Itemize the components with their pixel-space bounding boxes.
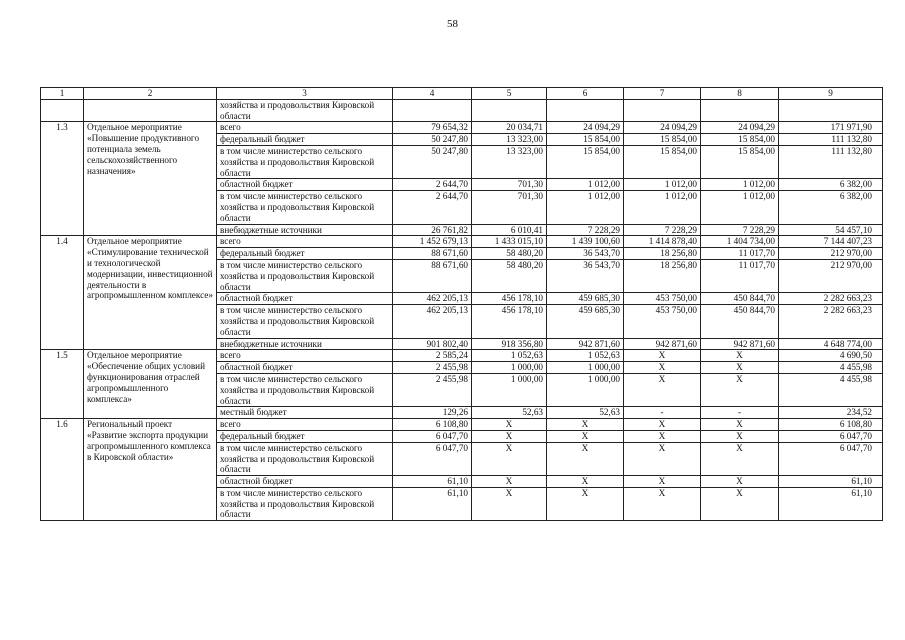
amount-cell: 15 854,00 [547,145,624,178]
amount-cell: 456 178,10 [472,305,547,338]
column-number-header: 5 [472,88,547,100]
amount-cell: 453 750,00 [624,293,701,305]
table-row [41,122,883,134]
budget-table [40,87,883,521]
amount-cell: X [624,442,701,475]
amount-cell: 15 854,00 [701,134,779,146]
amount-cell: 20 034,71 [472,122,547,134]
amount-cell: X [547,442,624,475]
amount-cell: 918 356,80 [472,338,547,350]
amount-cell: 450 844,70 [701,305,779,338]
amount-cell: 50 247,80 [393,134,472,146]
amount-cell: 58 480,20 [472,248,547,260]
amount-cell: 212 970,00 [779,248,883,260]
amount-cell: 234,52 [779,407,883,419]
amount-cell: 6 047,70 [779,442,883,475]
amount-cell: X [701,487,779,520]
amount-cell: 7 144 407,23 [779,236,883,248]
amount-cell: 24 094,29 [701,122,779,134]
amount-cell: X [624,362,701,374]
amount-cell: 18 256,80 [624,248,701,260]
amount-cell: X [624,373,701,406]
amount-cell: 54 457,10 [779,224,883,236]
amount-cell: 58 480,20 [472,259,547,292]
amount-cell: 13 323,00 [472,134,547,146]
column-number-header: 6 [547,88,624,100]
amount-cell [393,99,472,122]
amount-cell [472,99,547,122]
amount-cell: 1 414 878,40 [624,236,701,248]
amount-cell: 459 685,30 [547,305,624,338]
amount-cell: X [472,476,547,488]
amount-cell: X [624,430,701,442]
amount-cell: X [624,476,701,488]
funding-source: внебюджетные источники [217,224,393,236]
funding-source: в том числе министерство сельского хозяйства и продовольствия Кировской области [217,191,393,224]
amount-cell: 1 433 015,10 [472,236,547,248]
amount-cell: 7 228,29 [624,224,701,236]
amount-cell: 11 017,70 [701,248,779,260]
amount-cell [547,99,624,122]
item-number [41,99,84,122]
amount-cell: 6 108,80 [779,419,883,431]
funding-source: областной бюджет [217,293,393,305]
amount-cell: 79 654,32 [393,122,472,134]
amount-cell [624,99,701,122]
amount-cell [779,99,883,122]
funding-source: всего [217,419,393,431]
amount-cell: 111 132,80 [779,145,883,178]
funding-source: в том числе министерство сельского хозяйства и продовольствия Кировской области [217,373,393,406]
amount-cell: 6 010,41 [472,224,547,236]
amount-cell: 2 455,98 [393,373,472,406]
amount-cell: 15 854,00 [624,134,701,146]
amount-cell: 1 012,00 [547,179,624,191]
amount-cell: 11 017,70 [701,259,779,292]
amount-cell: X [701,350,779,362]
item-number: 1.5 [41,350,84,419]
amount-cell: - [624,407,701,419]
amount-cell: 450 844,70 [701,293,779,305]
item-name: Отдельное мероприятие «Повышение продуктивного потенциала земель сельскохозяйственного назначения» [84,122,217,236]
column-number-row [41,88,883,100]
funding-source: областной бюджет [217,476,393,488]
amount-cell: 1 012,00 [701,191,779,224]
amount-cell: 6 382,00 [779,191,883,224]
amount-cell: 171 971,90 [779,122,883,134]
item-name [84,99,217,122]
amount-cell: 4 455,98 [779,373,883,406]
amount-cell: 212 970,00 [779,259,883,292]
funding-source: федеральный бюджет [217,134,393,146]
funding-source: хозяйства и продовольствия Кировской области [217,99,393,122]
amount-cell: X [547,419,624,431]
amount-cell: 4 455,98 [779,362,883,374]
amount-cell: 1 452 679,13 [393,236,472,248]
funding-source: областной бюджет [217,362,393,374]
amount-cell: 462 205,13 [393,293,472,305]
page-number: 58 [447,18,458,30]
amount-cell: 1 404 734,00 [701,236,779,248]
continuation-row [41,99,883,122]
amount-cell: 61,10 [779,476,883,488]
amount-cell: 15 854,00 [701,145,779,178]
amount-cell: 701,30 [472,191,547,224]
amount-cell: X [624,487,701,520]
amount-cell: 1 052,63 [472,350,547,362]
table-row [41,236,883,248]
amount-cell: 24 094,29 [624,122,701,134]
funding-source: местный бюджет [217,407,393,419]
item-number: 1.4 [41,236,84,350]
table-row [41,419,883,431]
amount-cell: 453 750,00 [624,305,701,338]
amount-cell: X [701,362,779,374]
amount-cell: 36 543,70 [547,259,624,292]
amount-cell: 111 132,80 [779,134,883,146]
funding-source: в том числе министерство сельского хозяйства и продовольствия Кировской области [217,487,393,520]
amount-cell: 1 012,00 [547,191,624,224]
funding-source: всего [217,236,393,248]
amount-cell: 901 802,40 [393,338,472,350]
funding-source: внебюджетные источники [217,338,393,350]
amount-cell: 13 323,00 [472,145,547,178]
amount-cell: 6 047,70 [393,442,472,475]
amount-cell: 7 228,29 [547,224,624,236]
item-name: Отдельное мероприятие «Обеспечение общих условий функционирования отраслей агропромышленного комплекса» [84,350,217,419]
amount-cell: X [701,476,779,488]
amount-cell: 2 282 663,23 [779,293,883,305]
amount-cell: 6 047,70 [779,430,883,442]
amount-cell: X [472,419,547,431]
amount-cell: 88 671,60 [393,248,472,260]
amount-cell: 1 012,00 [701,179,779,191]
column-number-header: 9 [779,88,883,100]
amount-cell: X [701,419,779,431]
amount-cell: 6 108,80 [393,419,472,431]
amount-cell: 4 690,50 [779,350,883,362]
amount-cell: X [472,442,547,475]
amount-cell: 942 871,60 [701,338,779,350]
funding-source: всего [217,350,393,362]
amount-cell: 942 871,60 [547,338,624,350]
amount-cell: 24 094,29 [547,122,624,134]
amount-cell: 701,30 [472,179,547,191]
funding-source: всего [217,122,393,134]
amount-cell: 52,63 [472,407,547,419]
amount-cell: 462 205,13 [393,305,472,338]
amount-cell: X [701,373,779,406]
amount-cell: X [624,419,701,431]
amount-cell: 88 671,60 [393,259,472,292]
funding-source: областной бюджет [217,179,393,191]
item-number: 1.3 [41,122,84,236]
funding-source: в том числе министерство сельского хозяйства и продовольствия Кировской области [217,145,393,178]
amount-cell: 1 439 100,60 [547,236,624,248]
amount-cell: 4 648 774,00 [779,338,883,350]
amount-cell: 2 455,98 [393,362,472,374]
column-number-header: 7 [624,88,701,100]
amount-cell: 1 052,63 [547,350,624,362]
amount-cell: 18 256,80 [624,259,701,292]
amount-cell: 1 000,00 [472,373,547,406]
amount-cell: 26 761,82 [393,224,472,236]
funding-source: в том числе министерство сельского хозяйства и продовольствия Кировской области [217,305,393,338]
column-number-header: 8 [701,88,779,100]
amount-cell: X [472,430,547,442]
amount-cell: 1 012,00 [624,191,701,224]
amount-cell: X [547,476,624,488]
amount-cell: 15 854,00 [547,134,624,146]
amount-cell: 942 871,60 [624,338,701,350]
amount-cell: 459 685,30 [547,293,624,305]
table-row [41,350,883,362]
amount-cell [701,99,779,122]
amount-cell: 2 644,70 [393,179,472,191]
amount-cell: X [547,430,624,442]
amount-cell: 6 047,70 [393,430,472,442]
amount-cell: 6 382,00 [779,179,883,191]
amount-cell: 61,10 [393,476,472,488]
funding-source: в том числе министерство сельского хозяйства и продовольствия Кировской области [217,259,393,292]
funding-source: федеральный бюджет [217,430,393,442]
amount-cell: 2 282 663,23 [779,305,883,338]
amount-cell: 129,26 [393,407,472,419]
amount-cell: X [624,350,701,362]
amount-cell: X [472,487,547,520]
column-number-header: 4 [393,88,472,100]
item-number: 1.6 [41,419,84,521]
funding-source: в том числе министерство сельского хозяйства и продовольствия Кировской области [217,442,393,475]
amount-cell: 50 247,80 [393,145,472,178]
amount-cell: 61,10 [393,487,472,520]
column-number-header: 2 [84,88,217,100]
amount-cell: 2 644,70 [393,191,472,224]
amount-cell: 52,63 [547,407,624,419]
amount-cell: 1 000,00 [547,362,624,374]
funding-source: федеральный бюджет [217,248,393,260]
item-name: Отдельное мероприятие «Стимулирование технической и технологической модернизации, инвестиционной деятельности в агропромышленном комплексе» [84,236,217,350]
amount-cell: 1 012,00 [624,179,701,191]
column-number-header: 1 [41,88,84,100]
item-name: Региональный проект «Развитие экспорта продукции агропромышленного комплекса в Кировской области» [84,419,217,521]
amount-cell: 2 585,24 [393,350,472,362]
amount-cell: 456 178,10 [472,293,547,305]
amount-cell: 1 000,00 [472,362,547,374]
amount-cell: 61,10 [779,487,883,520]
amount-cell: 36 543,70 [547,248,624,260]
amount-cell: X [701,430,779,442]
amount-cell: 7 228,29 [701,224,779,236]
amount-cell: X [547,487,624,520]
amount-cell: X [701,442,779,475]
column-number-header: 3 [217,88,393,100]
amount-cell: 1 000,00 [547,373,624,406]
amount-cell: 15 854,00 [624,145,701,178]
amount-cell: - [701,407,779,419]
